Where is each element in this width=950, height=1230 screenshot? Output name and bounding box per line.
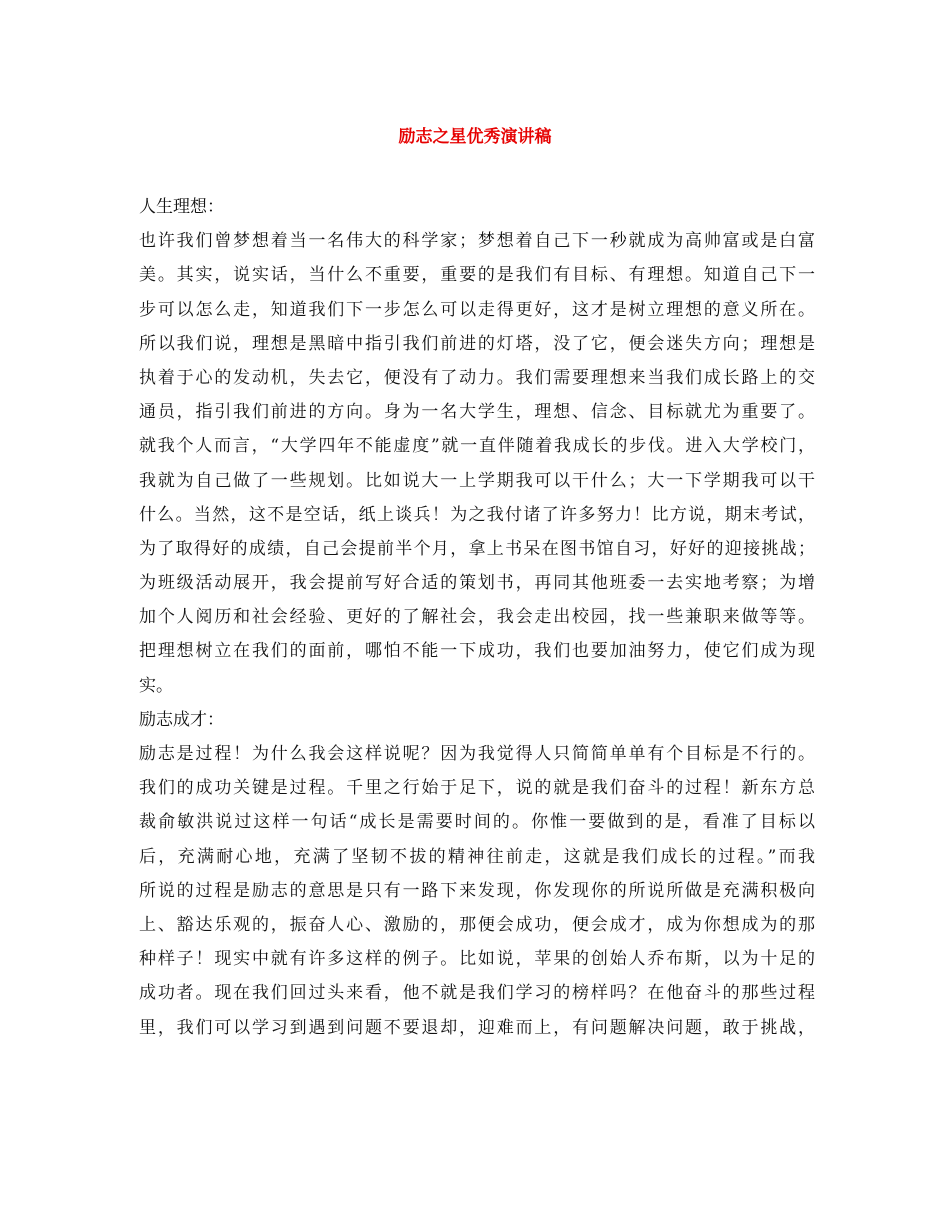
text-line: 后，充满耐心地，充满了坚韧不拔的精神往前走，这就是我们成长的过程。”而我 <box>139 846 815 867</box>
text-line: 通员，指引我们前进的方向。身为一名大学生，理想、信念、目标就尤为重要了。 <box>139 402 815 423</box>
text-line: 所以我们说，理想是黑暗中指引我们前进的灯塔，没了它，便会迷失方向；理想是 <box>139 333 815 354</box>
text-line: 步可以怎么走，知道我们下一步怎么可以走得更好，这才是树立理想的意义所在。 <box>139 299 815 320</box>
text-line: 实。 <box>139 675 173 696</box>
text-line: 为班级活动展开，我会提前写好合适的策划书，再同其他班委一去实地考察；为增 <box>139 573 815 594</box>
text-line: 种样子！现实中就有许多这样的例子。比如说，苹果的创始人乔布斯，以为十足的 <box>139 949 815 970</box>
text-line: 励志是过程！为什么我会这样说呢？因为我觉得人只简简单单有个目标是不行的。 <box>139 744 815 764</box>
document-body <box>139 190 815 1045</box>
text-line: 也许我们曾梦想着当一名伟大的科学家；梦想着自己下一秒就成为高帅富或是白富 <box>139 231 815 252</box>
text-line: 裁俞敏洪说过这样一句话“成长是需要时间的。你惟一要做到的是，看准了目标以 <box>139 812 815 833</box>
text-line: 执着于心的发动机，失去它，便没有了动力。我们需要理想来当我们成长路上的交 <box>139 367 815 388</box>
text-line: 人生理想： <box>139 197 224 217</box>
text-line: 我们的成功关键是过程。千里之行始于足下，说的就是我们奋斗的过程！新东方总 <box>139 778 815 799</box>
text-line: 励志成才： <box>139 709 224 730</box>
text-line: 所说的过程是励志的意思是只有一路下来发现，你发现你的所说所做是充满积极向 <box>139 880 815 901</box>
text-line: 加个人阅历和社会经验、更好的了解社会，我会走出校园，找一些兼职来做等等。 <box>139 607 815 628</box>
document-title: 励志之星优秀演讲稿 <box>398 127 552 147</box>
text-line: 成功者。现在我们回过头来看，他不就是我们学习的榜样吗？在他奋斗的那些过程 <box>139 983 815 1004</box>
text-line: 把理想树立在我们的面前，哪怕不能一下成功，我们也要加油努力，使它们成为现 <box>139 641 815 662</box>
text-line: 美。其实，说实话，当什么不重要，重要的是我们有目标、有理想。知道自己下一 <box>139 265 815 286</box>
text-line: 上、豁达乐观的，振奋人心、激励的，那便会成功，便会成才，成为你想成为的那 <box>139 914 815 935</box>
text-line: 就我个人而言，“大学四年不能虚度”就一直伴随着我成长的步伐。进入大学校门， <box>139 436 815 457</box>
text-line: 什么。当然，这不是空话，纸上谈兵！为之我付诸了许多努力！比方说，期末考试， <box>139 504 815 525</box>
text-line: 为了取得好的成绩，自己会提前半个月，拿上书呆在图书馆自习，好好的迎接挑战； <box>139 538 815 559</box>
text-line: 我就为自己做了一些规划。比如说大一上学期我可以干什么；大一下学期我可以干 <box>139 470 815 491</box>
text-line: 里，我们可以学习到遇到问题不要退却，迎难而上，有问题解决问题，敢于挑战， <box>139 1017 815 1038</box>
